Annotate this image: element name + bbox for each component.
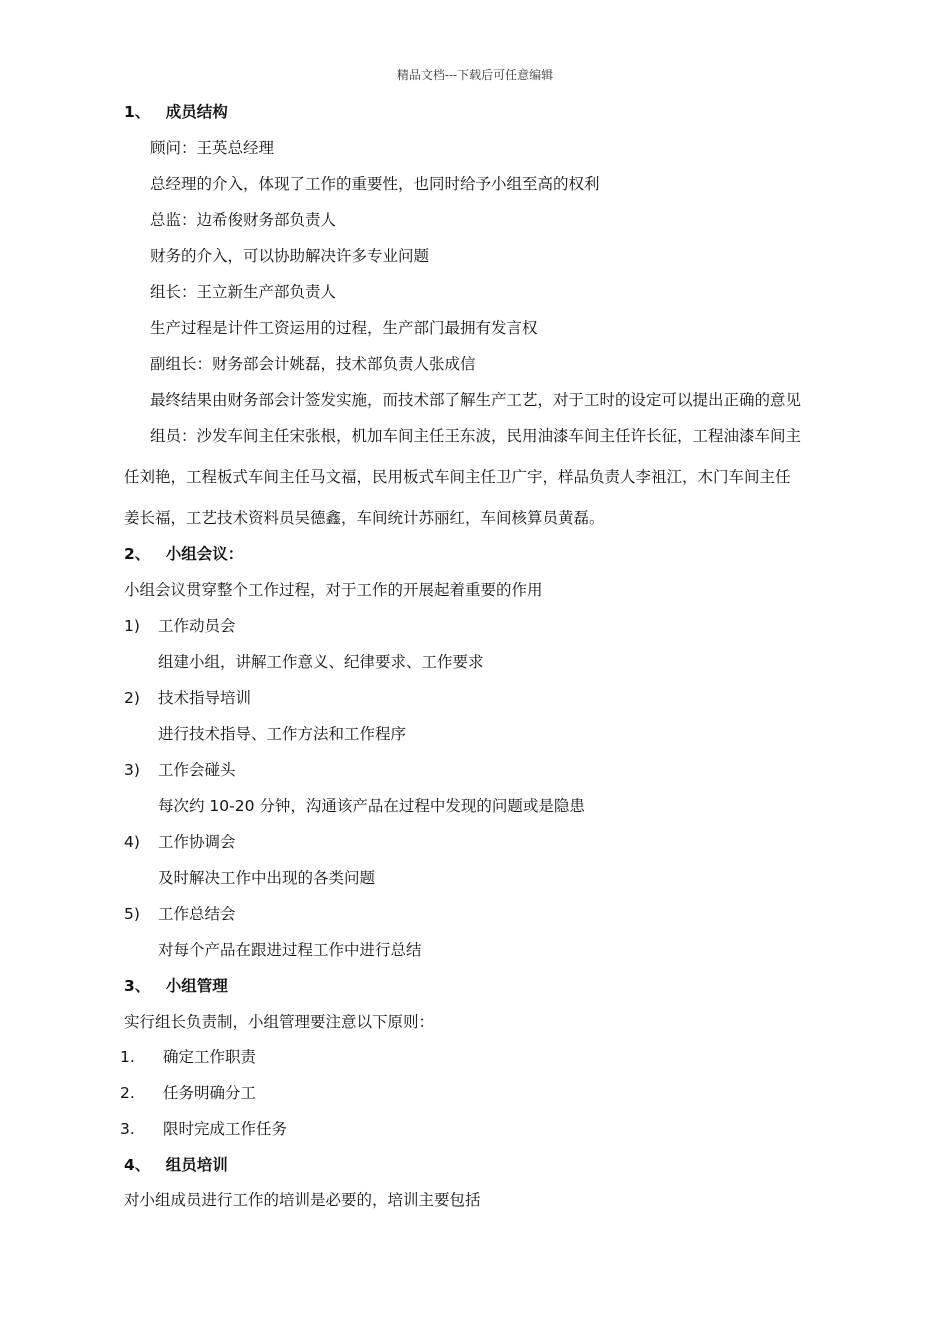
members-line-1: 组员：沙发车间主任宋张根，机加车间主任王东波，民用油漆车间主任许长征，工程油漆车间主 <box>150 427 802 445</box>
item-number: 1) <box>124 617 140 635</box>
item-title: 工作会碰头 <box>158 761 236 779</box>
deputy-note: 最终结果由财务部会计签发实施，而技术部了解生产工艺，对于工时的设定可以提出正确的意见 <box>150 391 802 409</box>
meeting-item-desc: 每次约 10-20 分钟，沟通该产品在过程中发现的问题或是隐患 <box>158 797 585 815</box>
principle-item <box>120 1119 287 1139</box>
meeting-item <box>124 616 236 636</box>
item-number: 1. <box>120 1048 135 1066</box>
meeting-item-desc: 及时解决工作中出现的各类问题 <box>158 869 376 887</box>
item-number: 4) <box>124 833 140 851</box>
section-title: 小组管理 <box>165 977 228 995</box>
item-text: 确定工作职责 <box>163 1048 257 1066</box>
leader-note: 生产过程是计件工资运用的过程，生产部门最拥有发言权 <box>150 319 538 337</box>
section-2-heading <box>124 544 243 564</box>
item-title: 工作动员会 <box>158 617 236 635</box>
section-number: 3、 <box>124 977 151 995</box>
deputy-line: 副组长：财务部会计姚磊，技术部负责人张成信 <box>150 355 476 373</box>
item-title: 工作总结会 <box>158 905 236 923</box>
meeting-item <box>124 904 236 924</box>
section-title: 成员结构 <box>165 103 228 121</box>
management-intro: 实行组长负责制，小组管理要注意以下原则： <box>124 1013 435 1031</box>
meeting-intro: 小组会议贯穿整个工作过程，对于工作的开展起着重要的作用 <box>124 581 543 599</box>
meeting-item-desc: 进行技术指导、工作方法和工作程序 <box>158 725 407 743</box>
item-number: 2. <box>120 1084 135 1102</box>
training-intro: 对小组成员进行工作的培训是必要的，培训主要包括 <box>124 1191 481 1209</box>
meeting-item <box>124 760 236 780</box>
item-title: 技术指导培训 <box>158 689 252 707</box>
item-text: 限时完成工作任务 <box>163 1120 288 1138</box>
item-number: 5) <box>124 905 140 923</box>
section-number: 2、 <box>124 545 151 563</box>
item-text: 任务明确分工 <box>163 1084 257 1102</box>
director-note: 财务的介入，可以协助解决许多专业问题 <box>150 247 430 265</box>
page-header: 精品文档---下载后可任意编辑 <box>396 68 554 82</box>
meeting-item-desc: 组建小组，讲解工作意义、纪律要求、工作要求 <box>158 653 484 671</box>
director-line: 总监：边希俊财务部负责人 <box>150 211 337 229</box>
section-number: 4、 <box>124 1156 151 1174</box>
principle-item <box>120 1047 256 1067</box>
item-title: 工作协调会 <box>158 833 236 851</box>
members-line-2: 任刘艳，工程板式车间主任马文福，民用板式车间主任卫广宇，样品负责人李祖江，木门车间主任 <box>124 468 791 486</box>
meeting-item-desc: 对每个产品在跟进过程工作中进行总结 <box>158 941 422 959</box>
leader-line: 组长：王立新生产部负责人 <box>150 283 337 301</box>
item-number: 3. <box>120 1120 135 1138</box>
meeting-item <box>124 688 251 708</box>
item-number: 3) <box>124 761 140 779</box>
section-title: 组员培训 <box>165 1156 228 1174</box>
section-number: 1、 <box>124 103 151 121</box>
members-line-3: 姜长福，工艺技术资料员吴德鑫，车间统计苏丽红，车间核算员黄磊。 <box>124 509 605 527</box>
advisor-note: 总经理的介入，体现了工作的重要性，也同时给予小组至高的权利 <box>150 175 600 193</box>
section-title: 小组会议： <box>165 545 244 563</box>
section-1-heading <box>124 102 228 122</box>
advisor-line: 顾问：王英总经理 <box>150 139 275 157</box>
principle-item <box>120 1083 256 1103</box>
section-4-heading <box>124 1155 228 1175</box>
item-number: 2) <box>124 689 140 707</box>
meeting-item <box>124 832 236 852</box>
section-3-heading <box>124 976 228 996</box>
